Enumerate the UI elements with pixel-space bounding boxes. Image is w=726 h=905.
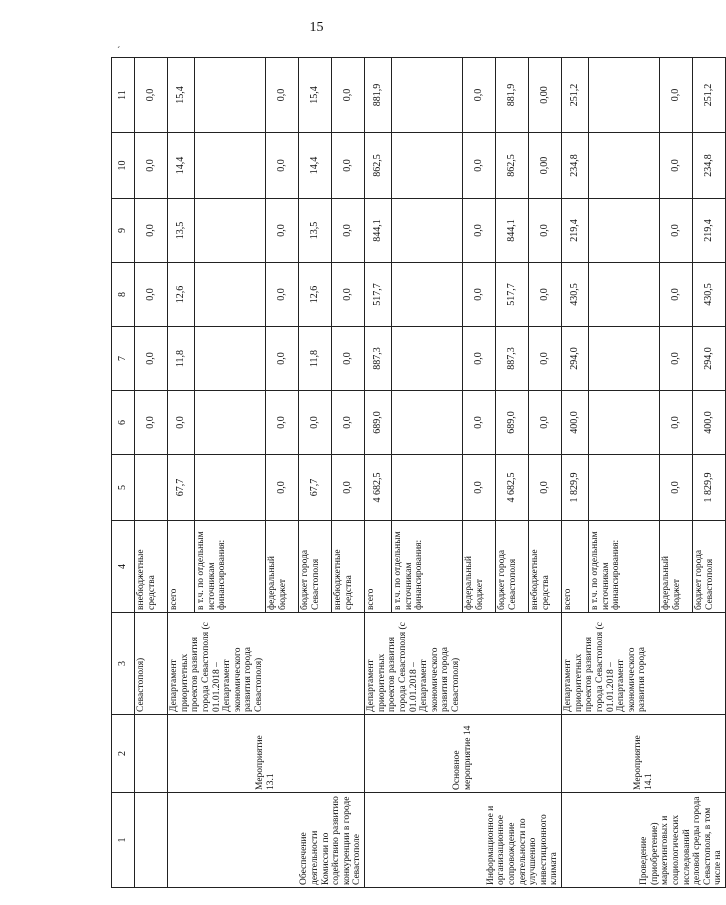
value-cell: 0,00	[529, 133, 562, 199]
value-cell	[135, 455, 168, 521]
value-cell: 0,0	[463, 58, 496, 133]
value-cell	[392, 391, 463, 455]
source-cell: федеральный бюджет	[660, 521, 693, 613]
value-cell: 0,0	[660, 199, 693, 263]
value-cell	[392, 58, 463, 133]
value-cell	[392, 133, 463, 199]
source-cell: в т.ч. по отдельным источникам финансирования:	[589, 521, 660, 613]
value-cell	[195, 199, 266, 263]
source-cell: бюджет города Севастополя	[693, 521, 726, 613]
value-cell: 0,0	[266, 327, 299, 391]
value-cell: 0,0	[332, 133, 365, 199]
value-cell: 67,7	[168, 455, 195, 521]
activity-cell	[135, 793, 168, 888]
value-cell: 0,00	[529, 58, 562, 133]
value-cell: 0,0	[266, 391, 299, 455]
column-header: 11	[112, 58, 135, 133]
value-cell: 517,7	[365, 263, 392, 327]
table-row	[168, 58, 195, 888]
value-cell: 12,6	[168, 263, 195, 327]
source-cell: внебюджетные средства	[332, 521, 365, 613]
column-header: 9	[112, 199, 135, 263]
value-cell: 0,0	[529, 391, 562, 455]
header-row	[112, 58, 135, 888]
value-cell	[392, 199, 463, 263]
value-cell	[589, 391, 660, 455]
value-cell: 0,0	[660, 263, 693, 327]
value-cell: 430,5	[693, 263, 726, 327]
value-cell: 12,6	[299, 263, 332, 327]
value-cell	[195, 133, 266, 199]
source-cell: федеральный бюджет	[463, 521, 496, 613]
value-cell	[195, 391, 266, 455]
value-cell: 0,0	[529, 263, 562, 327]
value-cell: 251,2	[562, 58, 589, 133]
value-cell: 400,0	[693, 391, 726, 455]
activity-cell: Обеспечение деятельности Комиссии по содействию развитию конкуренции в городе Севастополе	[168, 793, 365, 888]
value-cell: 0,0	[332, 58, 365, 133]
value-cell	[589, 133, 660, 199]
source-cell: федеральный бюджет	[266, 521, 299, 613]
column-header: 10	[112, 133, 135, 199]
value-cell	[392, 455, 463, 521]
value-cell	[589, 199, 660, 263]
value-cell: 0,0	[266, 199, 299, 263]
value-cell	[195, 327, 266, 391]
measure-cell: Мероприятие 14.1	[562, 715, 726, 793]
value-cell: 0,0	[135, 58, 168, 133]
value-cell: 0,0	[266, 133, 299, 199]
source-cell: внебюджетные средства	[529, 521, 562, 613]
value-cell: 234,8	[693, 133, 726, 199]
value-cell: 11,8	[299, 327, 332, 391]
value-cell: 400,0	[562, 391, 589, 455]
page-number: 15	[309, 20, 324, 35]
value-cell: 0,0	[266, 455, 299, 521]
value-cell: 0,0	[529, 455, 562, 521]
value-cell: 0,0	[332, 263, 365, 327]
measure-cell: Основное мероприятие 14	[365, 715, 562, 793]
value-cell: 294,0	[693, 327, 726, 391]
funding-table	[111, 57, 726, 888]
measure-cell	[135, 715, 168, 793]
value-cell: 0,0	[463, 391, 496, 455]
value-cell: 0,0	[332, 391, 365, 455]
value-cell: 1 829,9	[693, 455, 726, 521]
value-cell: 234,8	[562, 133, 589, 199]
column-header: 8	[112, 263, 135, 327]
value-cell: 844,1	[496, 199, 529, 263]
value-cell	[195, 58, 266, 133]
column-header: 6	[112, 391, 135, 455]
value-cell: 4 682,5	[365, 455, 392, 521]
rotated-table-wrapper	[111, 58, 724, 888]
source-cell: всего	[168, 521, 195, 613]
value-cell: 887,3	[365, 327, 392, 391]
value-cell	[589, 327, 660, 391]
source-cell: внебюджетные средства	[135, 521, 168, 613]
value-cell: 67,7	[299, 455, 332, 521]
value-cell: 219,4	[562, 199, 589, 263]
value-cell: 14,4	[299, 133, 332, 199]
value-cell: 887,3	[496, 327, 529, 391]
value-cell: 15,4	[299, 58, 332, 133]
value-cell: 15,4	[168, 58, 195, 133]
column-header: 5	[112, 455, 135, 521]
value-cell: 0,0	[660, 327, 693, 391]
value-cell: 11,8	[168, 327, 195, 391]
executor-cell: Департамент приоритетных проектов развития города Севастополя (с 01.01.2018 – Департамент экономического развития города Севастополя)	[168, 613, 365, 715]
rotated-table-sheet	[111, 58, 724, 888]
column-header: 3	[112, 613, 135, 715]
value-cell	[392, 263, 463, 327]
table-row	[562, 58, 589, 888]
value-cell: 0,0	[660, 391, 693, 455]
value-cell: 881,9	[496, 58, 529, 133]
value-cell: 689,0	[496, 391, 529, 455]
value-cell: 294,0	[562, 327, 589, 391]
value-cell	[195, 263, 266, 327]
value-cell: 862,5	[365, 133, 392, 199]
table-row	[135, 58, 168, 888]
value-cell: 0,0	[266, 58, 299, 133]
value-cell: 881,9	[365, 58, 392, 133]
activity-cell: Проведение (приобретение) маркетинговых и социологических исследований деловой среды города Севастополя, в том числе на	[562, 793, 726, 888]
value-cell: 0,0	[135, 133, 168, 199]
table-body	[112, 58, 726, 888]
column-header: 1	[112, 793, 135, 888]
value-cell: 0,0	[135, 327, 168, 391]
value-cell: 219,4	[693, 199, 726, 263]
value-cell: 0,0	[660, 455, 693, 521]
value-cell: 0,0	[135, 199, 168, 263]
value-cell: 0,0	[332, 199, 365, 263]
executor-cell: Департамент приоритетных проектов развития города Севастополя (с 01.01.2018 – Департамент экономического развития города Севастополя)	[365, 613, 562, 715]
value-cell: 844,1	[365, 199, 392, 263]
value-cell: 0,0	[463, 133, 496, 199]
value-cell: 0,0	[660, 58, 693, 133]
source-cell: в т.ч. по отдельным источникам финансирования:	[392, 521, 463, 613]
source-cell: бюджет города Севастополя	[496, 521, 529, 613]
value-cell: 0,0	[135, 391, 168, 455]
value-cell: 13,5	[299, 199, 332, 263]
value-cell	[195, 455, 266, 521]
column-header: 4	[112, 521, 135, 613]
source-cell: бюджет города Севастополя	[299, 521, 332, 613]
value-cell: 0,0	[332, 327, 365, 391]
value-cell: 0,0	[529, 199, 562, 263]
value-cell: 0,0	[299, 391, 332, 455]
executor-cell: Севастополя)	[135, 613, 168, 715]
value-cell	[589, 455, 660, 521]
source-cell: всего	[562, 521, 589, 613]
value-cell	[392, 327, 463, 391]
source-cell: всего	[365, 521, 392, 613]
value-cell: 0,0	[135, 263, 168, 327]
source-cell: в т.ч. по отдельным источникам финансирования:	[195, 521, 266, 613]
value-cell: 14,4	[168, 133, 195, 199]
column-header: 2	[112, 715, 135, 793]
column-header: 7	[112, 327, 135, 391]
value-cell: 0,0	[266, 263, 299, 327]
executor-cell: Департамент приоритетных проектов развития города Севастополя (с 01.01.2018 – Департамент экономического развития города	[562, 613, 726, 715]
scan-mark: ˊ	[117, 46, 121, 57]
value-cell: 0,0	[463, 327, 496, 391]
value-cell: 0,0	[463, 455, 496, 521]
value-cell: 1 829,9	[562, 455, 589, 521]
value-cell: 0,0	[463, 263, 496, 327]
measure-cell: Мероприятие 13.1	[168, 715, 365, 793]
value-cell: 0,0	[463, 199, 496, 263]
value-cell	[589, 58, 660, 133]
value-cell: 862,5	[496, 133, 529, 199]
activity-cell: Информационное и организационное сопровождение деятельности по улучшению инвестиционного климата	[365, 793, 562, 888]
value-cell: 430,5	[562, 263, 589, 327]
value-cell: 0,0	[660, 133, 693, 199]
value-cell: 517,7	[496, 263, 529, 327]
value-cell: 4 682,5	[496, 455, 529, 521]
value-cell: 13,5	[168, 199, 195, 263]
value-cell	[589, 263, 660, 327]
value-cell: 0,0	[168, 391, 195, 455]
table-row	[365, 58, 392, 888]
value-cell: 251,2	[693, 58, 726, 133]
value-cell: 0,0	[332, 455, 365, 521]
value-cell: 0,0	[529, 327, 562, 391]
value-cell: 689,0	[365, 391, 392, 455]
